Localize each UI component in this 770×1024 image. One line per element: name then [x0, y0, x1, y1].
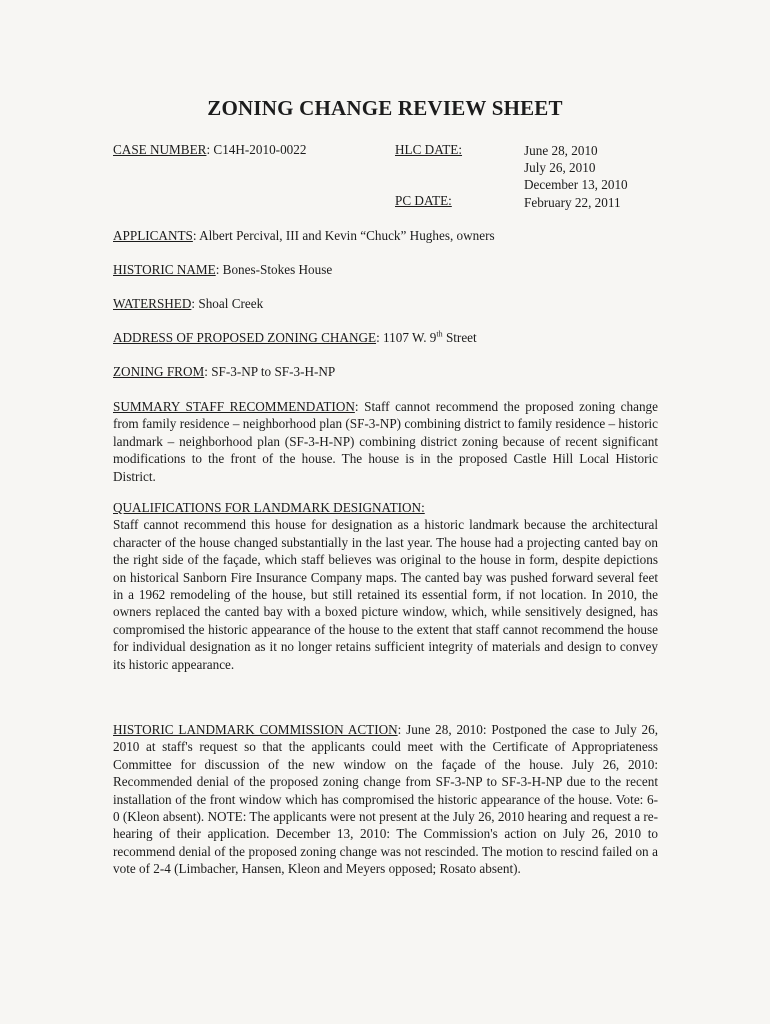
hlc-dates: [524, 142, 628, 211]
hlc-date-3: December 13, 2010: [524, 177, 628, 193]
historic-name-line: HISTORIC NAME: Bones-Stokes House: [113, 262, 333, 277]
qualifications-section: [113, 499, 658, 673]
address-line: ADDRESS OF PROPOSED ZONING CHANGE: 1107 W. 9th Street: [113, 329, 477, 345]
qualifications-label: QUALIFICATIONS FOR LANDMARK DESIGNATION:: [113, 500, 425, 515]
qualifications-text: Staff cannot recommend this house for designation as a historic landmark because the architectural character of the house changed substantially in the last year. The house had a projecting canted bay on the right side of the façade, which staff believes was original to the house in form, despite depictions on historical Sanborn Fire Insurance Company maps. The canted bay was pushed forward several feet in a 1962 remodeling of the house, but still retained its essential form, if not location. In 2010, the owners replaced the canted bay with a boxed picture window, which, while sensitively designed, has compromised the historic appearance of the house to the extent that staff cannot recommend the house for individual designation as it no longer retains sufficient integrity of materials and design to convey its historic appearance.: [113, 517, 658, 672]
hlc-date-label: HLC DATE:: [395, 142, 463, 157]
watershed-label: WATERSHED: [113, 296, 192, 311]
hlc-action-label: HISTORIC LANDMARK COMMISSION ACTION: [113, 722, 398, 737]
historic-name-label: HISTORIC NAME: [113, 262, 216, 277]
document-title: ZONING CHANGE REVIEW SHEET: [207, 96, 563, 120]
summary-text: Staff cannot recommend the proposed zoning change from family residence – neighborhood plan (SF-3-NP) combining district to family residence – historic landmark – neighborhood plan (SF-3-H-NP) combining district zoning because of recent significant modifications to the front of the house. The house is in the proposed Castle Hill Local Historic District.: [113, 399, 658, 484]
watershed-value: Shoal Creek: [198, 296, 264, 311]
hlc-date-1: June 28, 2010: [524, 143, 598, 158]
zoning-from-value: SF-3-NP to SF-3-H-NP: [211, 364, 336, 379]
hlc-date-2: July 26, 2010: [524, 160, 596, 176]
zoning-from-label: ZONING FROM: [113, 364, 205, 379]
case-number-line: CASE NUMBER: C14H-2010-0022: [113, 142, 307, 157]
address-label: ADDRESS OF PROPOSED ZONING CHANGE: [113, 330, 377, 345]
summary-label: SUMMARY STAFF RECOMMENDATION: [113, 399, 355, 414]
hlc-action-paragraph: HISTORIC LANDMARK COMMISSION ACTION: June 28, 2010: Postponed the case to July 26, 2010 at staff's request so that the applicants could meet with the Certificate of Appropriateness Committee for discussion of the new window on the façade of the house. July 26, 2010: Recommended denial of the proposed zoning change from SF-3-NP to SF-3-H-NP due to the recent installation of the front window which has compromised the historic appearance of the house. Vote: 6-0 (Kleon absent). NOTE: The applicants were not present at the July 26, 2010 hearing and request a re-hearing of their application. December 13, 2010: The Commission's action on July 26, 2010 to recommend denial of the proposed zoning change was not rescinded. The motion to rescind failed on a vote of 2-4 (Limbacher, Hansen, Kleon and Meyers opposed; Rosato absent).: [113, 722, 658, 877]
case-number-value: C14H-2010-0022: [213, 142, 307, 157]
summary-paragraph: SUMMARY STAFF RECOMMENDATION: Staff cannot recommend the proposed zoning change from family residence – neighborhood plan (SF-3-NP) combining district to family residence – historic landmark – neighborhood plan (SF-3-H-NP) combining district zoning because of recent significant modifications to the front of the house. The house is in the proposed Castle Hill Local Historic District.: [113, 399, 658, 484]
zoning-from-line: ZONING FROM: SF-3-NP to SF-3-H-NP: [113, 364, 336, 379]
hlc-action-text: June 28, 2010: Postponed the case to July 26, 2010 at staff's request so that the applicants could meet with the Certificate of Appropriateness Committee for discussion of the new window on the façade of the house. July 26, 2010: Recommended denial of the proposed zoning change from SF-3-NP to SF-3-H-NP due to the recent installation of the front window which has compromised the historic appearance of the house. Vote: 6-0 (Kleon absent). NOTE: The applicants were not present at the July 26, 2010 hearing and request a re-hearing of their application. December 13, 2010: The Commission's action on July 26, 2010 to recommend denial of the proposed zoning change was not rescinded. The motion to rescind failed on a vote of 2-4 (Limbacher, Hansen, Kleon and Meyers opposed; Rosato absent).: [113, 722, 658, 877]
case-number-label: CASE NUMBER: [113, 142, 207, 157]
pc-date-label: PC DATE:: [395, 193, 452, 208]
address-value: 1107 W. 9th Street: [383, 329, 477, 345]
historic-name-value: Bones-Stokes House: [222, 262, 333, 277]
watershed-line: WATERSHED: Shoal Creek: [113, 296, 264, 311]
applicants-value: Albert Percival, III and Kevin “Chuck” Hughes, owners: [199, 228, 495, 243]
pc-date-value: February 22, 2011: [524, 194, 621, 210]
applicants-line: APPLICANTS: Albert Percival, III and Kevin “Chuck” Hughes, owners: [113, 228, 495, 243]
applicants-label: APPLICANTS: [113, 228, 193, 243]
